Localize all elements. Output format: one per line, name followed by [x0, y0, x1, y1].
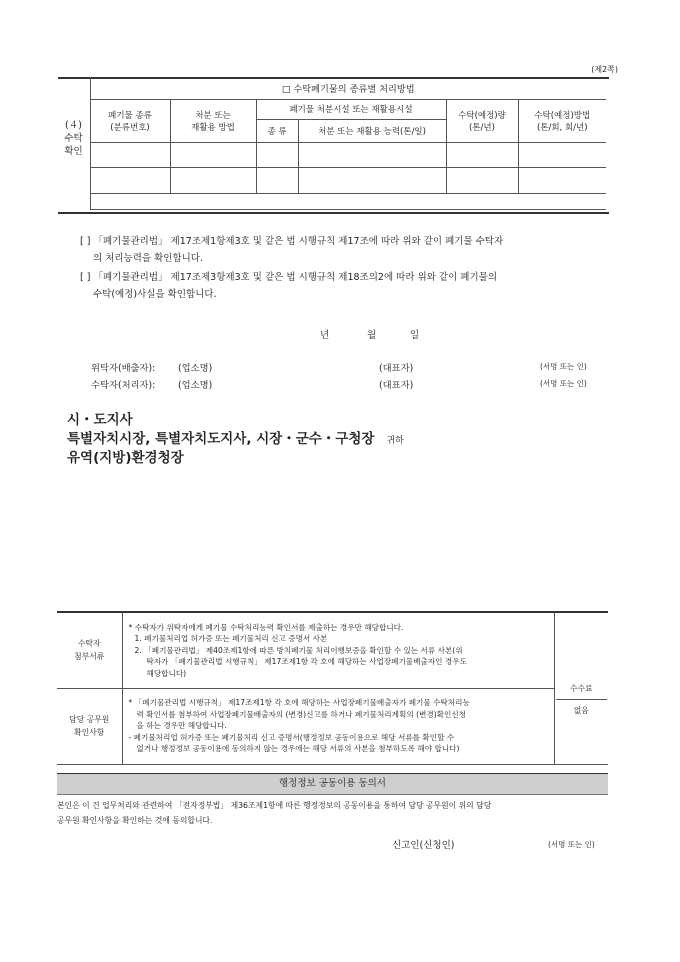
- input-cell[interactable]: [90, 167, 170, 193]
- header-facility-capacity: 처분 또는 재활용 능력(톤/일): [298, 119, 446, 142]
- fee-label: 수수료: [556, 678, 608, 700]
- input-cell[interactable]: [256, 167, 298, 193]
- confirmation-2: [ ] 「폐기물관리법」 제17조제3항제3호 및 같은 법 시행규칙 제18조의2에 따라 위와 같이 폐기물의 수탁(예정)사실을 확인합니다.: [80, 272, 497, 300]
- input-cell[interactable]: [446, 167, 518, 193]
- fee-cell: [554, 612, 608, 764]
- header-facility-type: 종 류: [256, 119, 298, 142]
- header-waste-type: 폐기물 종류 (분류번호): [90, 99, 170, 142]
- recipient-line-3: 유역(지방)환경청장: [67, 450, 184, 466]
- trustee-rep: (대표자): [379, 380, 414, 391]
- consignor-sign: (서명 또는 인): [540, 362, 587, 371]
- recipient-line-1: 시・도지사: [67, 412, 133, 428]
- input-cell[interactable]: [518, 142, 606, 167]
- input-cell[interactable]: [170, 167, 256, 193]
- honorific: 귀하: [386, 436, 404, 446]
- input-cell[interactable]: [298, 167, 446, 193]
- input-cell[interactable]: [90, 142, 170, 167]
- applicant-label: 신고인(신청인): [392, 840, 455, 851]
- consignor-role: 위탁자(배출자):: [91, 363, 156, 374]
- applicant-sign: (서명 또는 인): [548, 840, 595, 849]
- header-amount: 수탁(예정)량 (톤/년): [446, 99, 518, 142]
- consent-title: 행정정보 공동이용 동의서: [57, 773, 608, 795]
- checkbox-2[interactable]: [ ]: [80, 272, 91, 283]
- table-bottom-rule: [58, 212, 609, 214]
- waste-treatment-table: [58, 77, 606, 210]
- trustee-docs: * 수탁자가 위탁자에게 폐기물 수탁처리능력 확인서를 제출하는 경우만 해당합니다. 1. 폐기물처리업 허가증 또는 폐기물처리 신고 증명서 사본 2. 「폐기물관리법」 제40조제1항에 따른 방치폐기물 처리이행보증을 확인할 수 있는 서류 사본(위 탁자가 「폐기물관리법 시행규칙」 제17조제1항 각 호에 해당하는 사업장폐기물배출자인 경우도 해당합니다): [122, 612, 554, 688]
- table-title: □ 수탁폐기물의 종류별 처리방법: [90, 77, 606, 99]
- recipient-line-2: 특별자치시장, 특별자치도지사, 시장・군수・구청장 귀하: [67, 431, 404, 447]
- header-method: 수탁(예정)방법 (톤/회, 회/년): [518, 99, 606, 142]
- confirmation-1: [ ] 「폐기물관리법」 제17조제1항제3호 및 같은 법 시행규칙 제17조에 따라 위와 같이 폐기물 수탁자 의 처리능력을 확인합니다.: [80, 236, 504, 264]
- input-cell[interactable]: [298, 142, 446, 167]
- input-cell[interactable]: [256, 142, 298, 167]
- attachments-table: [57, 611, 608, 765]
- date-month: 월: [367, 330, 377, 341]
- trustee-docs-label: 수탁자 첨부서류: [57, 612, 122, 688]
- page-number: (제2쪽): [591, 65, 618, 74]
- trustee-role: 수탁자(처리자):: [91, 380, 156, 391]
- section-4-label: (４) 수탁 확인: [64, 120, 83, 157]
- input-cell[interactable]: [446, 142, 518, 167]
- input-cell[interactable]: [518, 167, 606, 193]
- date-year: 년: [320, 330, 330, 341]
- officer-check-label: 담당 공무원 확인사항: [57, 688, 122, 764]
- header-disposal-method: 처분 또는 재활용 방법: [170, 99, 256, 142]
- header-facility: 폐기물 처분시설 또는 재활용시설: [256, 99, 446, 119]
- trustee-sign: (서명 또는 인): [540, 379, 587, 388]
- checkbox-1[interactable]: [ ]: [80, 236, 91, 247]
- input-cell[interactable]: [170, 142, 256, 167]
- consignor-rep: (대표자): [379, 363, 414, 374]
- consent-text: 본인은 이 건 업무처리와 관련하여 「전자정부법」 제36조제1항에 따른 행정정보의 공동이용을 통하여 담당 공무원이 위의 담당 공무원 확인사항을 확인하는 것에 동의합니다.: [57, 801, 492, 825]
- officer-check-items: * 「폐기물관리법 시행규칙」 제17조제1항 각 호에 해당하는 사업장폐기물배출자가 폐기물 수탁처리능 력 확인서를 첨부하여 사업장폐기물배출자의 (변경)신고를 하거나 폐기물처리계획의 (변경)확인신청 을 하는 경우만 해당합니다. - 폐기물처리업 허가증 또는 폐기물처리 신고 증명서(행정정보 공동이용으로 해당 서류를 확인할 수 없거나 행정정보 공동이용에 동의하지 않는 경우에는 해당 서류의 사본을 첨부하도록 해야 합니다): [122, 688, 554, 764]
- fee-value: 없음: [573, 705, 589, 715]
- trustee-company: (업소명): [178, 380, 213, 391]
- date-day: 일: [410, 330, 420, 341]
- consignor-company: (업소명): [178, 363, 213, 374]
